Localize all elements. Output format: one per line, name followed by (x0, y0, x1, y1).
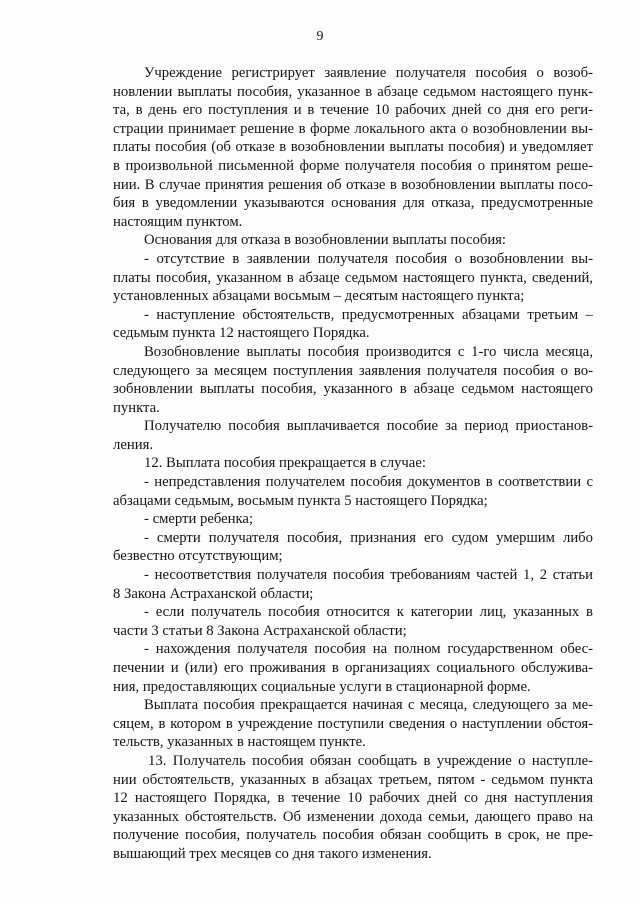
document-body (113, 64, 593, 864)
text-line: ления. (113, 436, 153, 453)
text-line: - нахождения получателя пособия на полном государственном обес- (144, 641, 593, 658)
text-line: Возобновление выплаты пособия производится с 1-го числа месяца, (144, 343, 593, 360)
text-line: пункта. (113, 399, 160, 416)
text-line: седьмым пункта 12 настоящего Порядка. (113, 325, 370, 342)
text-line: - смерти получателя пособия, признания его судом умершим либо (144, 529, 593, 546)
text-line: Получателю пособия выплачивается пособие за период приостанов- (144, 418, 593, 435)
text-line: 8 Закона Астраханской области; (113, 585, 314, 602)
text-line: Выплата пособия прекращается начиная с месяца, следующего за ме- (144, 697, 593, 714)
text-line: Основания для отказа в возобновлении выплаты пособия: (144, 232, 507, 249)
text-line: новлении выплаты пособия, указанное в абзаце седьмом настоящего пунк- (113, 83, 593, 100)
text-line: 12. Выплата пособия прекращается в случае: (144, 455, 426, 472)
text-line: установленных абзацами восьмым – десятым настоящего пункта; (113, 288, 525, 305)
text-line: страции принимает решение в форме локального акта о возобновлении вы- (113, 120, 593, 137)
text-line: зобновлении выплаты пособия, указанного в абзаце седьмом настоящего (113, 381, 593, 398)
text-line: Учреждение регистрирует заявление получателя пособия о возоб- (144, 65, 593, 81)
text-line: тельств, указанных в настоящем пункте. (113, 734, 366, 751)
text-line: ния, предоставляющих социальные услуги в стационарной форме. (113, 678, 531, 695)
text-line: абзацами седьмым, восьмым пункта 5 настоящего Порядка; (113, 492, 488, 509)
text-line: платы пособия (об отказе в возобновлении выплаты пособия) и уведомляет (113, 139, 593, 156)
text-line: настоящим пунктом. (113, 213, 243, 230)
text-line: следующего за месяцем поступления заявления получателя пособия о во- (113, 362, 593, 379)
text-line: печении и (или) его проживания в организациях социального обслужива- (113, 660, 593, 676)
text-line: - смерти ребенка; (144, 511, 254, 528)
text-line: та, в день его поступления и в течение 10 рабочих дней со дня его реги- (113, 102, 593, 119)
text-line: получение пособия, получатель пособия обязан сообщить в срок, не пре- (113, 827, 593, 844)
text-line: сяцем, в котором в учреждение поступили сведения о наступлении обстоя- (113, 715, 593, 732)
text-line: нии обстоятельств, указанных в абзацах третьем, пятом - седьмом пункта (113, 771, 593, 788)
text-line: - несоответствия получателя пособия требованиям частей 1, 2 статьи (144, 567, 593, 584)
text-line: платы пособия, указанном в абзаце седьмом настоящего пункта, сведений, (113, 269, 593, 286)
text-line: - непредставления получателем пособия документов в соответствии с (144, 474, 593, 491)
text-line: нии. В случае принятия решения об отказе в возобновлении выплаты посо- (113, 176, 593, 193)
text-line: 12 настоящего Порядка, в течение 10 рабочих дней со дня наступления (113, 790, 593, 807)
text-line: - наступление обстоятельств, предусмотренных абзацами третьим – (144, 306, 593, 323)
text-line: бия в уведомлении указываются основания для отказа, предусмотренные (113, 195, 593, 212)
text-line: части 3 статьи 8 Закона Астраханской области; (113, 622, 407, 639)
text-line: - отсутствие в заявлении получателя пособия о возобновлении вы- (144, 250, 593, 267)
text-line: 13. Получатель пособия обязан сообщать в учреждение о наступле- (148, 752, 593, 769)
text-line: указанных обстоятельств. Об изменении дохода семьи, дающего право на (113, 808, 593, 825)
text-line: вышающий трех месяцев со дня такого изменения. (113, 845, 432, 862)
text-line: безвестно отсутствующим; (113, 548, 283, 565)
page-number: 9 (316, 29, 324, 44)
text-line: в произвольной письменной форме получателя пособия о принятом реше- (113, 157, 593, 174)
text-line: - если получатель пособия относится к категории лиц, указанных в (144, 604, 593, 621)
